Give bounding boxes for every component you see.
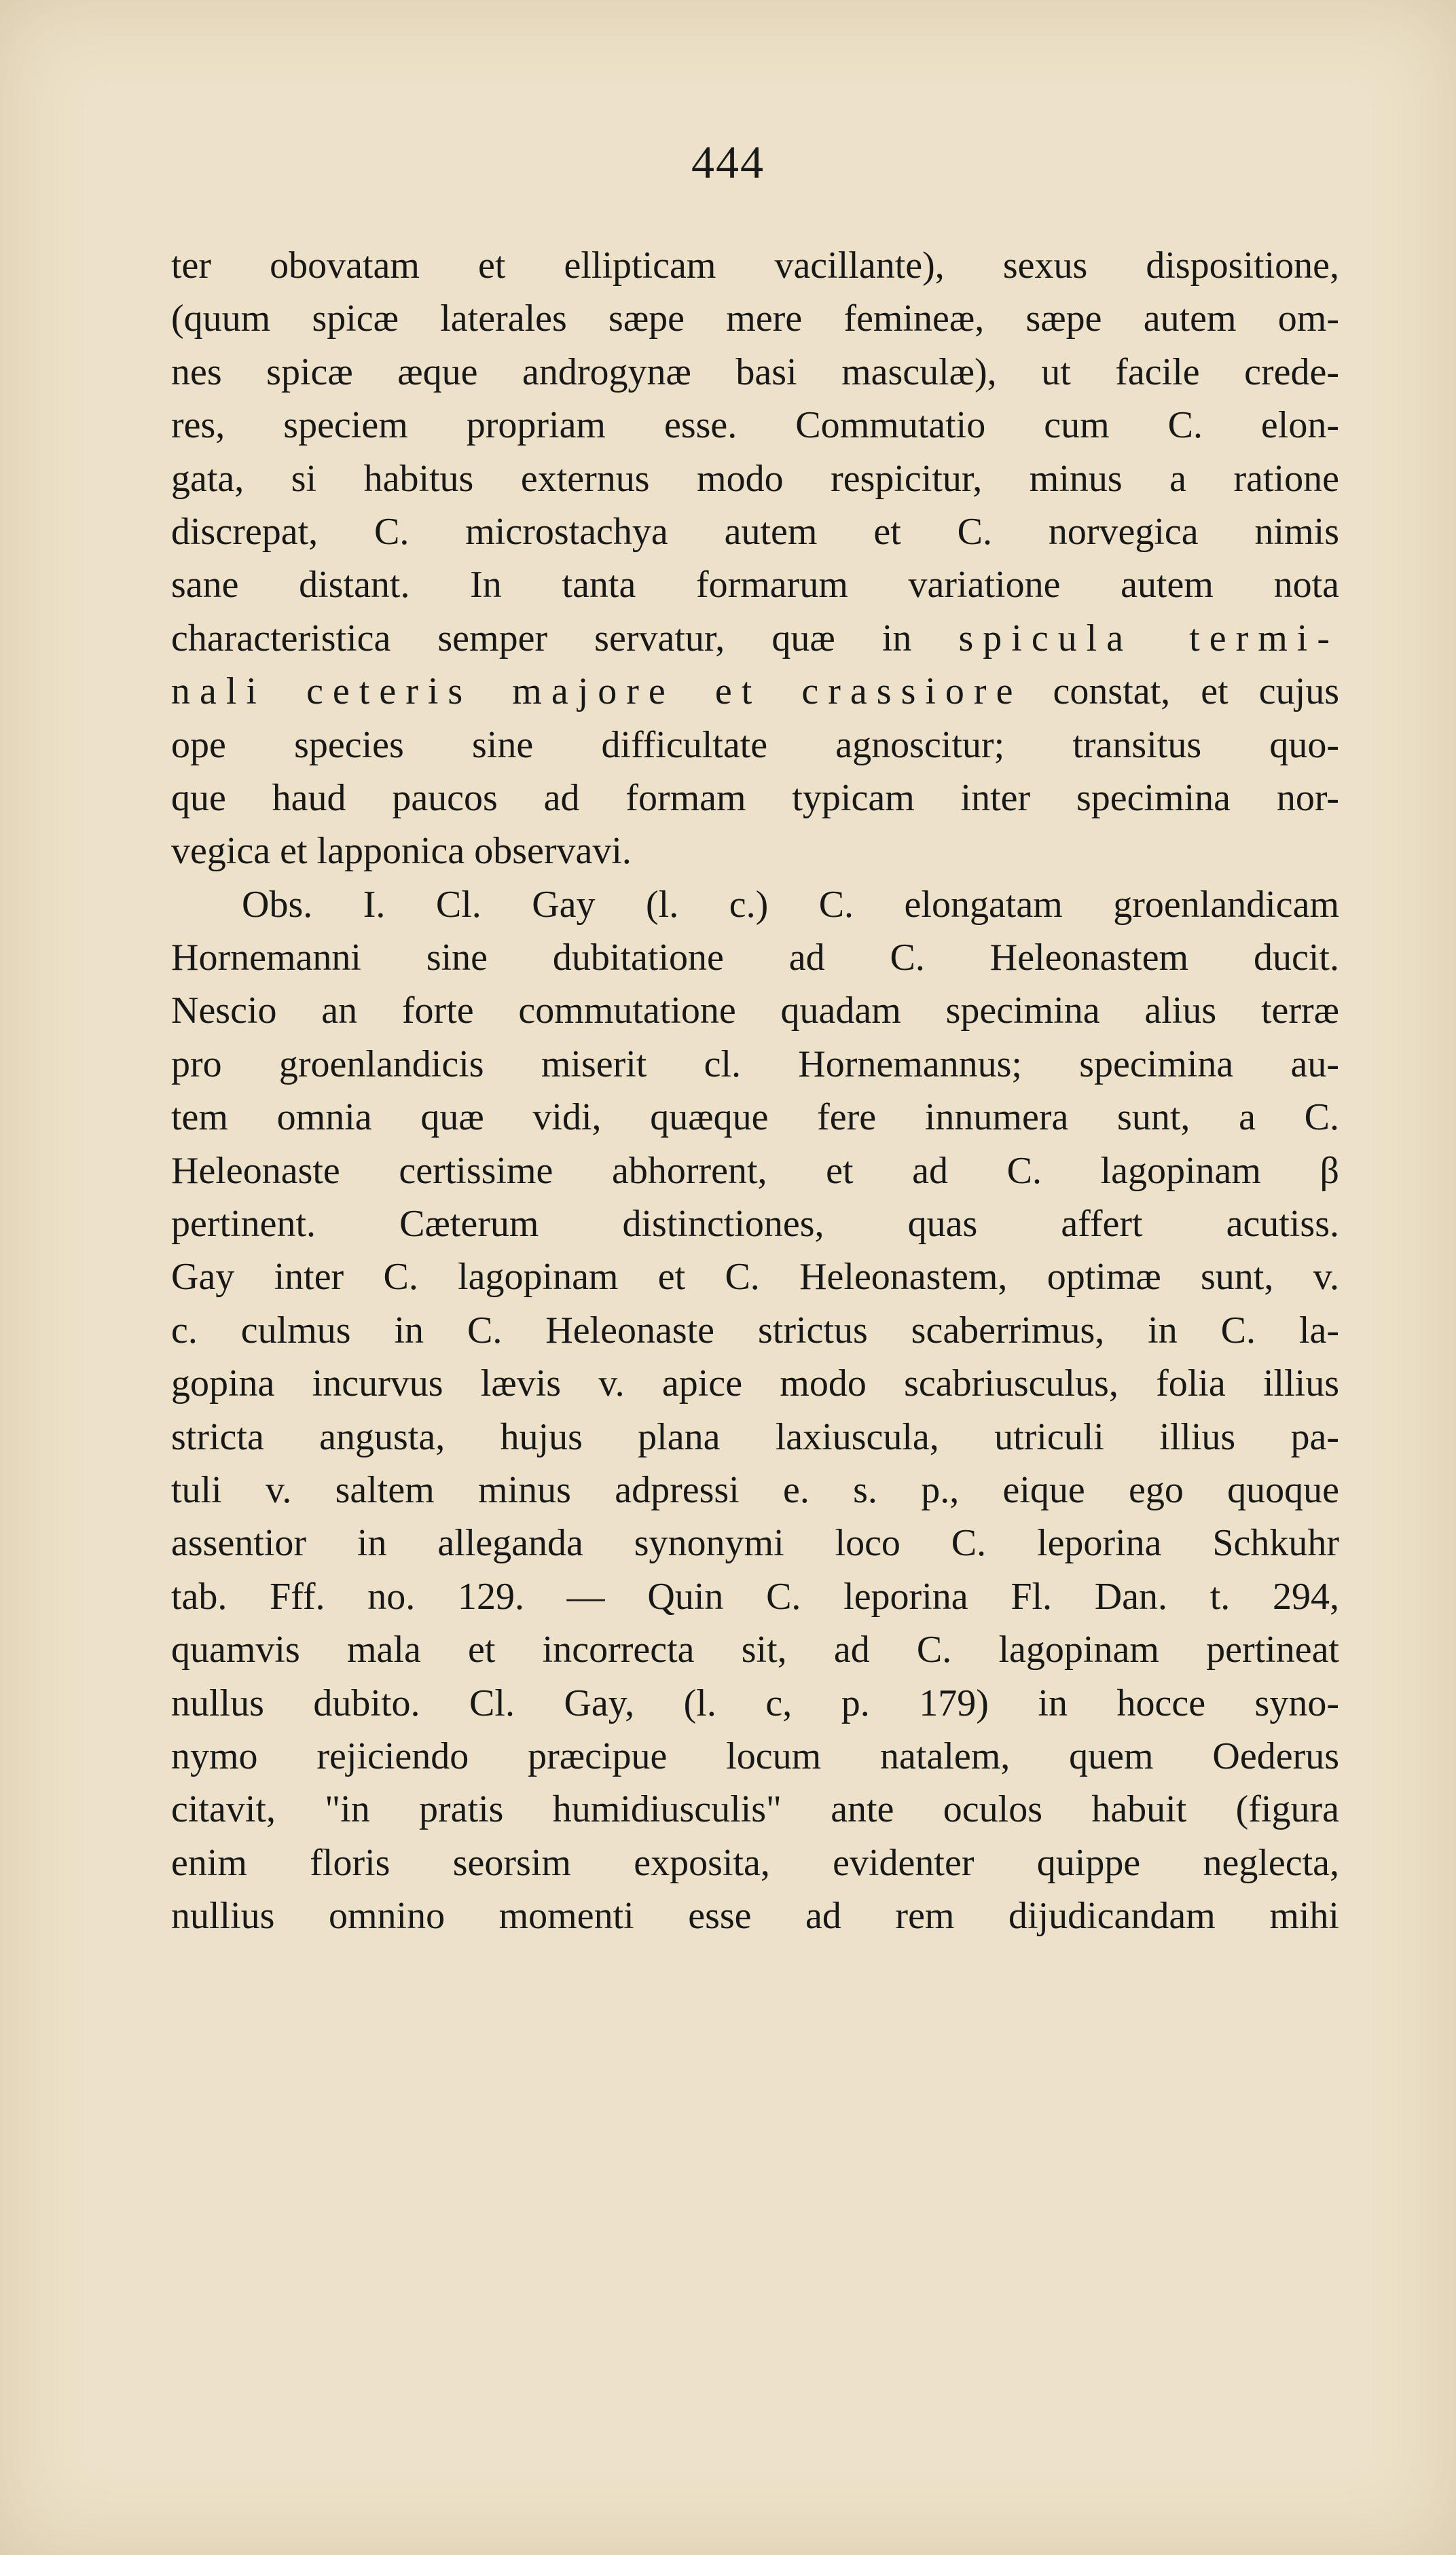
text-line: Gay inter C. lagopinam et C. Heleonastem, optimæ sunt, v. <box>171 1256 1339 1299</box>
text-line: nymo rejiciendo præcipue locum natalem, quem Oederus <box>171 1735 1339 1777</box>
text-line: c. culmus in C. Heleonaste strictus scaberrimus, in C. la- <box>171 1309 1339 1352</box>
text-line: Heleonaste certissime abhorrent, et ad C. lagopinam β <box>171 1149 1339 1192</box>
text-segment: characteristica semper servatur, quæ in <box>171 617 959 659</box>
body-text <box>171 239 1339 1943</box>
text-line: tuli v. saltem minus adpressi e. s. p., eique ego quoque <box>171 1468 1339 1511</box>
text-line: enim floris seorsim exposita, evidenter quippe neglecta, <box>171 1841 1339 1884</box>
page-number: 444 <box>691 137 765 188</box>
text-line: gata, si habitus externus modo respicitur, minus a ratione <box>171 457 1339 500</box>
text-line: Hornemanni sine dubitatione ad C. Heleonastem ducit. <box>171 937 1339 979</box>
text-line: ter obovatam et ellipticam vacillante), sexus dispositione, <box>171 244 1339 287</box>
text-line: pro groenlandicis miserit cl. Hornemannus; specimina au- <box>171 1043 1339 1085</box>
text-line: res, speciem propriam esse. Commutatio cum C. elon- <box>171 404 1339 447</box>
text-line: gopina incurvus lævis v. apice modo scabriusculus, folia illius <box>171 1362 1339 1405</box>
text-line: tab. Fff. no. 129. — Quin C. leporina Fl. Dan. t. 294, <box>171 1575 1339 1618</box>
text-line: nes spicæ æque androgynæ basi masculæ), ut facile crede- <box>171 350 1339 393</box>
spaced-text-segment: nali ceteris majore et crassiore <box>171 670 1023 713</box>
text-line: que haud paucos ad formam typicam inter specimina nor- <box>171 776 1339 819</box>
text-line-paragraph-end: vegica et lapponica observavi. <box>171 830 632 873</box>
text-line: assentior in alleganda synonymi loco C. leporina Schkuhr <box>171 1522 1339 1565</box>
text-line: quamvis mala et incorrecta sit, ad C. lagopinam pertineat <box>171 1629 1339 1671</box>
text-line: nullus dubito. Cl. Gay, (l. c, p. 179) in hocce syno- <box>171 1682 1339 1724</box>
spaced-text-segment: spicula termi- <box>958 617 1339 659</box>
text-segment: constat, et cujus <box>1022 670 1340 713</box>
text-line: sane distant. In tanta formarum variatione autem nota <box>171 564 1339 606</box>
text-line: nullius omnino momenti esse ad rem dijudicandam mihi <box>171 1895 1339 1938</box>
text-line: ope species sine difficultate agnoscitur; transitus quo- <box>171 723 1339 766</box>
text-line: stricta angusta, hujus plana laxiuscula, utriculi illius pa- <box>171 1415 1339 1458</box>
text-line: tem omnia quæ vidi, quæque fere innumera sunt, a C. <box>171 1096 1339 1139</box>
text-line-spaced <box>171 612 1339 665</box>
text-line: Nescio an forte commutatione quadam specimina alius terræ <box>171 990 1339 1032</box>
text-line-paragraph-start: Obs. I. Cl. Gay (l. c.) C. elongatam groenlandicam <box>242 883 1339 926</box>
text-line: (quum spicæ laterales sæpe mere femineæ, sæpe autem om- <box>171 297 1339 340</box>
text-line: discrepat, C. microstachya autem et C. norvegica nimis <box>171 510 1339 553</box>
text-line: pertinent. Cæterum distinctiones, quas affert acutiss. <box>171 1203 1339 1246</box>
text-line: citavit, "in pratis humidiusculis" ante oculos habuit (figura <box>171 1788 1339 1831</box>
text-line-spaced <box>171 665 1339 718</box>
